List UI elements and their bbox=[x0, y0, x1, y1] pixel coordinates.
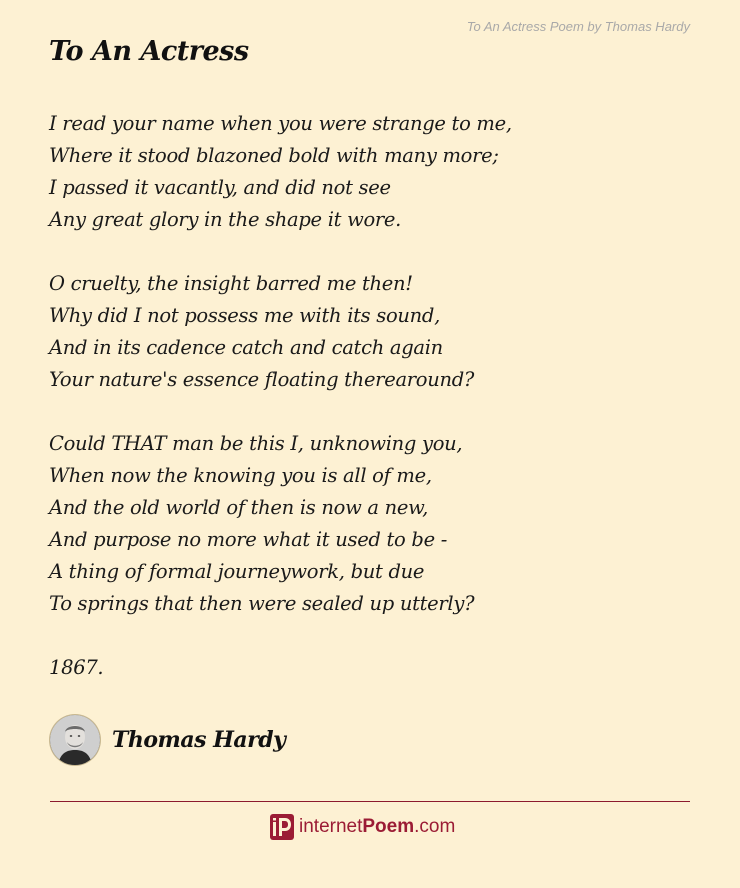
header-credit: To An Actress Poem by Thomas Hardy bbox=[466, 19, 690, 34]
poem-line: And purpose no more what it used to be - bbox=[49, 528, 447, 551]
poem-line: I passed it vacantly, and did not see bbox=[49, 176, 391, 199]
poem-line: When now the knowing you is all of me, bbox=[49, 464, 432, 487]
poem-line: Could THAT man be this I, unknowing you, bbox=[49, 432, 463, 455]
stanza-2 bbox=[49, 268, 512, 396]
poem-line: And in its cadence catch and catch again bbox=[49, 336, 443, 359]
poem-line: Your nature's essence floating therearound? bbox=[49, 368, 475, 391]
author-name[interactable]: Thomas Hardy bbox=[112, 727, 286, 753]
footer-divider bbox=[50, 801, 690, 802]
logo-bold: Poem bbox=[362, 816, 415, 837]
poem-line: O cruelty, the insight barred me then! bbox=[49, 272, 413, 295]
logo-suffix: .com bbox=[414, 816, 456, 837]
logo-prefix: internet bbox=[299, 816, 363, 837]
poem-line: I read your name when you were strange to me, bbox=[49, 112, 512, 135]
poem-body bbox=[49, 108, 512, 684]
poem-line: Any great glory in the shape it wore. bbox=[49, 208, 402, 231]
poem-title: To An Actress bbox=[49, 36, 249, 67]
stanza-3 bbox=[49, 428, 512, 620]
poem-line: A thing of formal journeywork, but due bbox=[49, 560, 425, 583]
footer-logo[interactable] bbox=[270, 814, 455, 840]
poem-line: To springs that then were sealed up utterly? bbox=[49, 592, 475, 615]
author-block[interactable] bbox=[50, 715, 285, 765]
stanza-1 bbox=[49, 108, 512, 236]
poem-line: And the old world of then is now a new, bbox=[49, 496, 429, 519]
internetpoem-logo-icon bbox=[270, 814, 294, 840]
author-portrait-icon[interactable] bbox=[50, 715, 100, 765]
poem-line: Where it stood blazoned bold with many more; bbox=[49, 144, 499, 167]
poem-line: Why did I not possess me with its sound, bbox=[49, 304, 441, 327]
poem-date: 1867. bbox=[49, 656, 104, 679]
